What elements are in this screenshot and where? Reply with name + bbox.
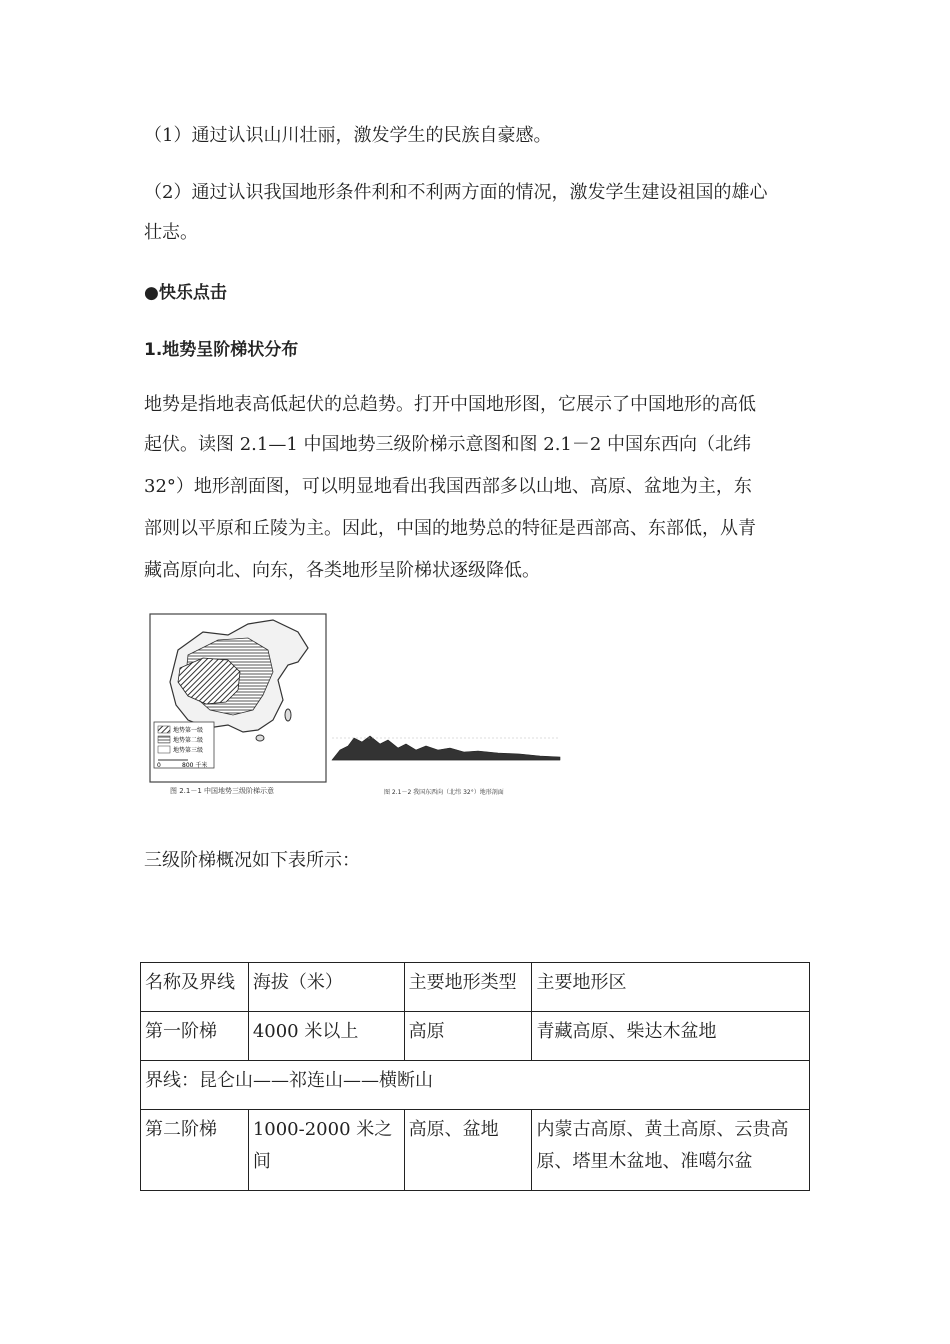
caption-right: 图 2.1－2 我国东西向（北纬 32°）地形剖面 — [384, 789, 504, 796]
table-intro: 三级阶梯概况如下表所示： — [144, 850, 360, 871]
hainan-island — [256, 735, 264, 741]
body-para-line-4: 部则以平原和丘陵为主。因此，中国的地势总的特征是西部高、东部低，从青 — [144, 518, 756, 539]
step1-name: 第一阶梯 — [141, 1012, 249, 1061]
goal-item-2-line-1: （2）通过认识我国地形条件利和不利两方面的情况，激发学生建设祖国的雄心 — [144, 182, 768, 203]
step2-landform-type: 高原、盆地 — [404, 1110, 532, 1191]
step2-landform-region: 内蒙古高原、黄土高原、云贵高原、塔里木盆地、准噶尔盆 — [532, 1110, 810, 1191]
scale-label: 800 千米 — [182, 762, 208, 769]
header-landform-type: 主要地形类型 — [404, 963, 532, 1012]
step1-altitude: 4000 米以上 — [248, 1012, 404, 1061]
goal-item-2-line-2: 壮志。 — [144, 222, 198, 243]
section-subheading: 1.地势呈阶梯状分布 — [144, 340, 299, 360]
boundary1: 界线：昆仑山——祁连山——横断山 — [141, 1061, 810, 1110]
step1-landform-type: 高原 — [404, 1012, 532, 1061]
legend-swatch-2 — [158, 736, 170, 743]
body-para-line-1: 地势是指地表高低起伏的总趋势。打开中国地形图，它展示了中国地形的高低 — [144, 394, 756, 415]
goal-item-1: （1）通过认识山川壮丽，激发学生的民族自豪感。 — [144, 125, 552, 146]
body-para-line-2: 起伏。读图 2.1—1 中国地势三级阶梯示意图和图 2.1－2 中国东西向（北纬 — [144, 434, 752, 455]
body-para-line-3: 32°）地形剖面图，可以明显地看出我国西部多以山地、高原、盆地为主，东 — [144, 476, 752, 497]
legend-label-3: 地势第三级 — [173, 747, 204, 754]
taiwan-island — [285, 709, 291, 721]
caption-left: 图 2.1－1 中国地势三级阶梯示意 — [170, 787, 275, 795]
table-row — [141, 1061, 810, 1110]
legend-swatch-3 — [158, 746, 170, 753]
scale-zero: 0 — [157, 762, 161, 769]
step1-landform-region: 青藏高原、柴达木盆地 — [532, 1012, 810, 1061]
header-landform-region: 主要地形区 — [532, 963, 810, 1012]
step2-altitude: 1000-2000 米之间 — [248, 1110, 404, 1191]
section-heading: ●快乐点击 — [144, 283, 227, 303]
table-header-row — [141, 963, 810, 1012]
terrain-figure — [148, 610, 568, 800]
step2-name: 第二阶梯 — [141, 1110, 249, 1191]
table-row — [141, 1110, 810, 1191]
terrain-steps-table — [140, 962, 810, 1191]
body-para-line-5: 藏高原向北、向东，各类地形呈阶梯状逐级降低。 — [144, 560, 540, 581]
legend-label-1: 地势第一级 — [173, 727, 204, 734]
legend-swatch-1 — [158, 726, 170, 733]
header-name: 名称及界线 — [141, 963, 249, 1012]
table-row — [141, 1012, 810, 1061]
header-altitude: 海拔（米） — [248, 963, 404, 1012]
legend-label-2: 地势第二级 — [173, 737, 204, 744]
